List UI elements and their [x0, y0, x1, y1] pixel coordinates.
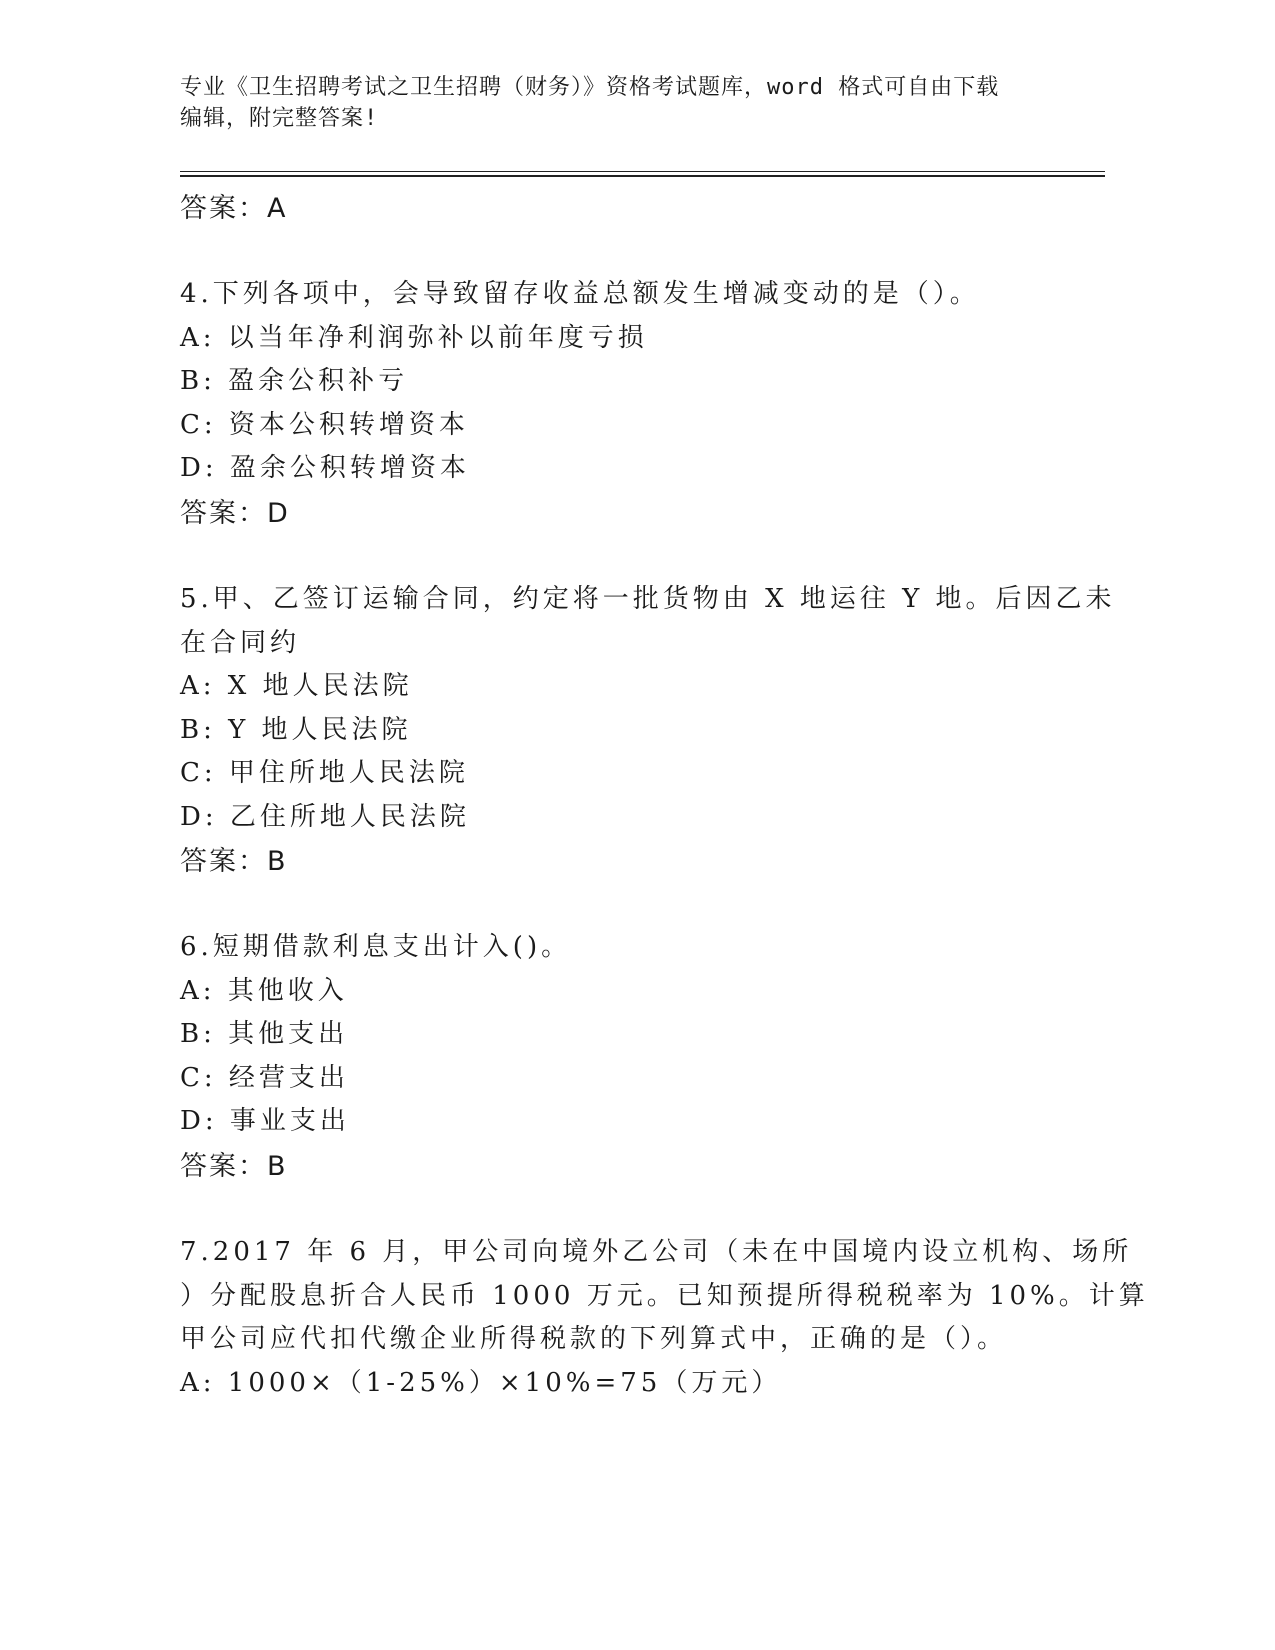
question-4-option-a: A: 以当年净利润弥补以前年度亏损: [180, 323, 648, 353]
question-7-stem-line-3: 甲公司应代扣代缴企业所得税款的下列算式中，正确的是（）。: [180, 1324, 1008, 1354]
question-6-option-c: C: 经营支出: [180, 1063, 349, 1093]
header-divider-thin: [180, 171, 1105, 172]
question-7-stem-line-2: ）分配股息折合人民币 1000 万元。已知预提所得税税率为 10%。计算: [180, 1281, 1149, 1311]
question-7-stem-line-1: 7.2017 年 6 月，甲公司向境外乙公司（未在中国境内设立机构、场所: [180, 1237, 1133, 1267]
question-4-answer: 答案：D: [180, 498, 290, 529]
question-6-stem: 6.短期借款利息支出计入()。: [180, 932, 572, 962]
question-4-option-d: D: 盈余公积转增资本: [180, 453, 470, 483]
question-6-option-b: B: 其他支出: [180, 1019, 349, 1049]
question-4-option-b: B: 盈余公积补亏: [180, 366, 409, 396]
question-6-option-d: D: 事业支出: [180, 1106, 350, 1136]
header-line-2: 编辑，附完整答案!: [180, 106, 379, 131]
question-4-stem: 4.下列各项中，会导致留存收益总额发生增减变动的是（）。: [180, 279, 980, 309]
question-5-option-b: B: Y 地人民法院: [180, 715, 412, 745]
question-5-stem-line-1: 5.甲、乙签订运输合同，约定将一批货物由 X 地运往 Y 地。后因乙未: [180, 584, 1116, 614]
question-4-option-c: C: 资本公积转增资本: [180, 410, 469, 440]
header-line-1: 专业《卫生招聘考试之卫生招聘（财务）》资格考试题库，word 格式可自由下载: [180, 75, 1000, 100]
previous-answer: 答案：A: [180, 193, 288, 224]
header-divider-thick: [180, 175, 1105, 177]
question-5-stem-line-2: 在合同约: [180, 628, 301, 658]
question-6-answer: 答案：B: [180, 1151, 288, 1182]
question-5-option-d: D: 乙住所地人民法院: [180, 802, 470, 832]
question-5-answer: 答案：B: [180, 846, 288, 877]
question-6-option-a: A: 其他收入: [180, 976, 348, 1006]
document-header: [180, 72, 1080, 134]
question-5-option-c: C: 甲住所地人民法院: [180, 758, 469, 788]
question-5-option-a: A: X 地人民法院: [180, 671, 413, 701]
question-7-option-a: A: 1000×（1-25%）×10%=75（万元）: [180, 1368, 782, 1398]
